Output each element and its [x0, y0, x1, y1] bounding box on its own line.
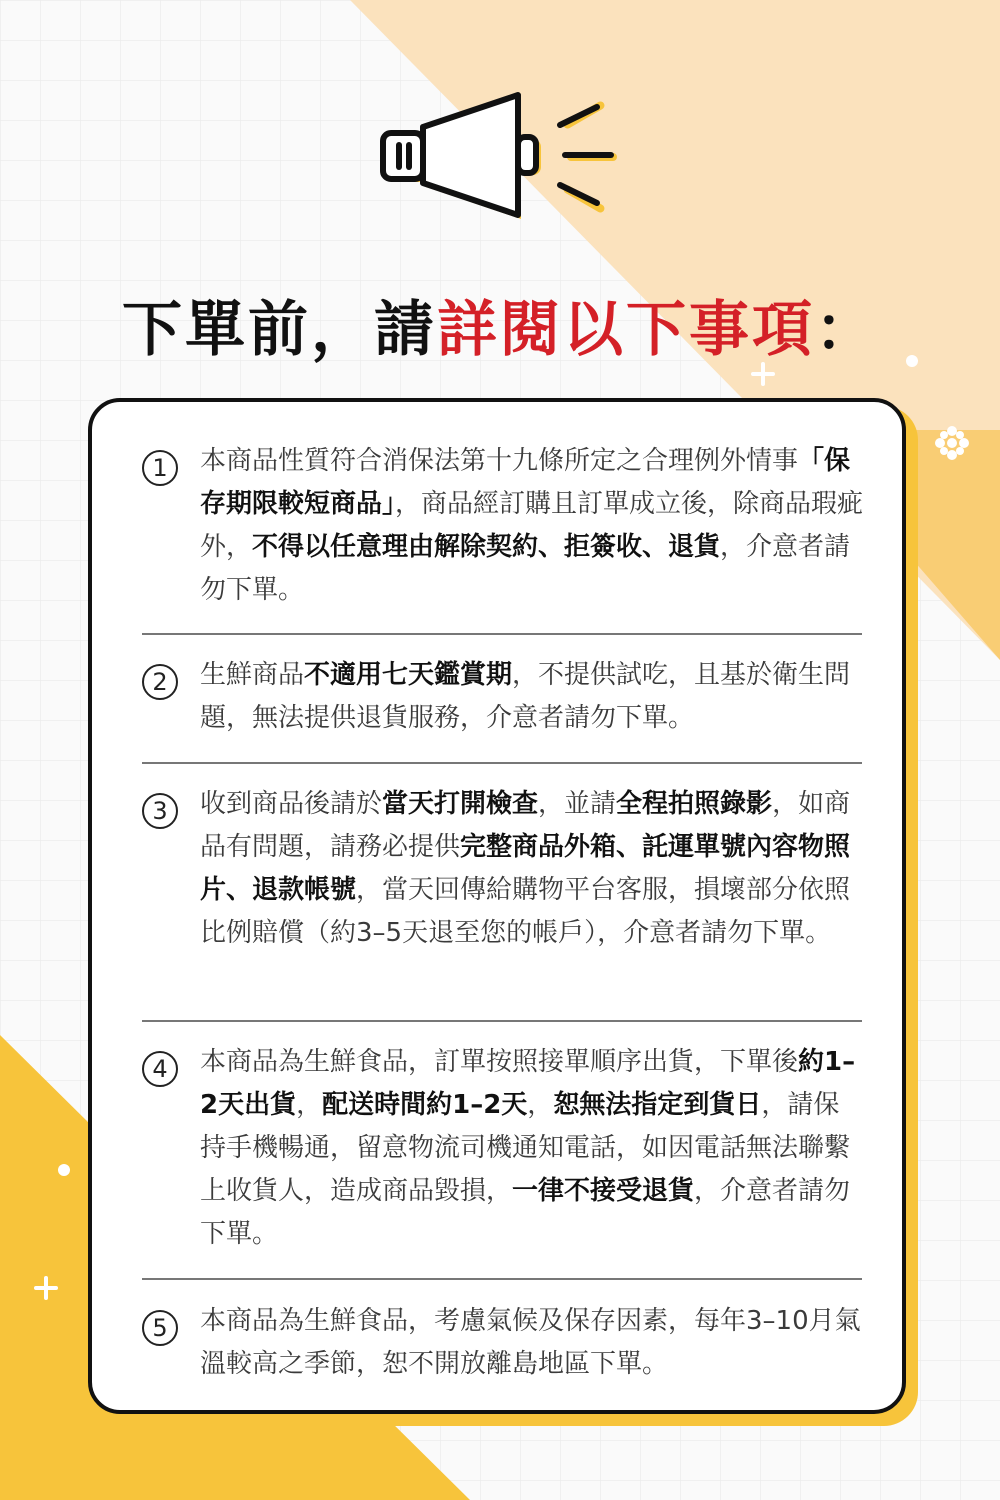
body-text: ，商品經訂購且訂單成立後，除商品瑕疵外，: [200, 489, 864, 562]
body-text: ，介意者請勿下單。: [200, 532, 851, 605]
item-number: 2: [142, 664, 178, 700]
body-text: ，: [527, 1090, 554, 1120]
page-title: [0, 282, 1000, 368]
body-text: 本商品為生鮮食品，訂單按照接單順序出貨，下單後: [200, 1047, 799, 1077]
body-text: ，介意者請勿下單。: [200, 1176, 851, 1249]
notice-item-2: [142, 654, 864, 740]
notice-item-4: [142, 1041, 864, 1256]
item-number: 4: [142, 1051, 178, 1087]
title-part1: 下單前，請: [122, 295, 437, 365]
emphasis-text: 不適用七天鑑賞期: [304, 660, 513, 690]
body-text: ，不提供試吃，且基於衛生問題，無法提供退貨服務，介意者請勿下單。: [200, 660, 851, 733]
notice-item-1: [142, 440, 864, 612]
body-text: ，如商品有問題，請務必提供: [200, 789, 851, 862]
title-highlight: 詳閱以下事項: [437, 295, 815, 365]
body-text: ，並請: [538, 789, 617, 819]
notice-card: [88, 398, 906, 1414]
body-text: 本商品性質符合消保法第十九條所定之合理例外情事: [200, 446, 799, 476]
emphasis-text: 「保存期限較短商品」: [200, 446, 851, 519]
emphasis-text: 恕無法指定到貨日: [553, 1090, 762, 1120]
item-number: 5: [142, 1310, 178, 1346]
emphasis-text: 完整商品外箱、託運單號內容物照片、退款帳號: [200, 832, 851, 905]
item-text: [200, 440, 864, 612]
title-colon: ：: [815, 295, 878, 365]
emphasis-text: 配送時間約1–2天: [322, 1090, 528, 1120]
emphasis-text: 不得以任意理由解除契約、拒簽收、退貨: [252, 532, 721, 562]
body-text: 本商品為生鮮食品，考慮氣候及保存因素，每年3–10月氣溫較高之季節，恕不開放離島地區下單。: [200, 1306, 861, 1379]
item-number: 3: [142, 793, 178, 829]
body-text: ，: [296, 1090, 323, 1120]
item-text: [200, 1041, 864, 1256]
body-text: 生鮮商品: [200, 660, 305, 690]
divider: [142, 762, 862, 764]
divider: [142, 1278, 862, 1280]
divider: [142, 633, 862, 635]
notice-item-3: [142, 783, 864, 955]
divider: [142, 1020, 862, 1022]
emphasis-text: 一律不接受退貨: [512, 1176, 695, 1206]
item-text: [200, 654, 864, 740]
megaphone-icon: [375, 85, 625, 235]
body-text: ，請保持手機暢通，留意物流司機通知電話，如因電話無法聯繫上收貨人，造成商品毀損，: [200, 1090, 851, 1206]
body-text: ，當天回傳給購物平台客服，損壞部分依照比例賠償（約3–5天退至您的帳戶），介意者請勿下單。: [200, 875, 851, 948]
item-text: [200, 783, 864, 955]
emphasis-text: 當天打開檢查: [382, 789, 539, 819]
emphasis-text: 約1–2天出貨: [200, 1047, 856, 1120]
body-text: 收到商品後請於: [200, 789, 383, 819]
item-text: [200, 1300, 864, 1386]
notice-item-5: [142, 1300, 864, 1386]
emphasis-text: 全程拍照錄影: [616, 789, 773, 819]
item-number: 1: [142, 450, 178, 486]
